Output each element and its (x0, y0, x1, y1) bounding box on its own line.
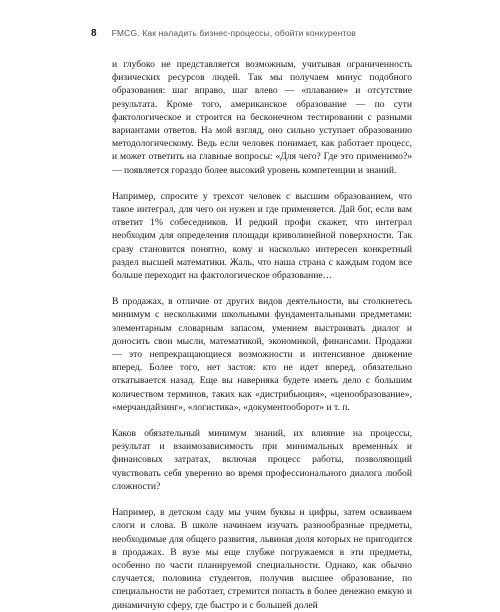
paragraph: Например, спросите у трехсот человек с высшим образованием, что такое интеграл, для чего он нужен и где применяется. Дай бог, если вам ответит 1% собеседников. И редкий профи скажет, что интеграл необходим для определения площади криволинейной поверхности. Так сразу становится понятно, кому и насколько интересен конкретный раздел высшей математики. Жаль, что наша страна с каждым годом все больше переходит на фактологическое образование… (112, 190, 412, 282)
paragraph: В продажах, в отличие от других видов деятельности, вы столкнетесь минимум с несколькими школьными фундаментальными предметами: элементарным словарным запасом, умением выстраивать диалог и доносить свои мысли, математикой, экономикой, финансами. Продажи — это непрекращающиеся возможности и интенсивное движение вперед. Более того, нет застоя: кто не идет вперед, обязательно откатывается назад. Еще вы наверняка будете иметь дело с большим количеством терминов, таких как «дистрибьюция», «ценообразование», «мерчандайзинг», «логистика», «документооборот» и т. п. (112, 296, 412, 413)
paragraph: и глубоко не представляется возможным, учитывая ограниченность физических ресурсов людей. Так мы получаем минус подобного образования: шаг вправо, шаг влево — «плавание» и отсутствие результата. Кроме того, американское образование — по сути фактологическое и строится на бесконечном тестировании с разными вариантами ответов. На мой взгляд, оно сильно уступает образованию методологическому. Ведь если человек понимает, как работает процесс, и может ответить на главные вопросы: «Для чего? Где это применимо?» — появляется гораздо более высокий уровень компетенции и знаний. (112, 59, 412, 176)
paragraph: Каков обязательный минимум знаний, их влияние на процессы, результат и взаимозависимость при минимальных временны́х и финансовых затратах, включая процесс работы, позволяющий чувствовать себя уверенно во время профессионального диалога любой сложности? (112, 428, 412, 492)
running-title: FMCG. Как наладить бизнес-процессы, обойти конкурентов (111, 28, 356, 38)
body-text (112, 58, 412, 612)
page-number: 8 (91, 28, 97, 39)
paragraph: Например, в детском саду мы учим буквы и цифры, затем осваиваем слоги и слова. В школе начинаем изучать разнообразные предметы, необходимые для общего развития, львиная доля которых не пригодится в продажах. В вузе мы еще глубже погружаемся в эти предметы, особенно по части планируемой специальности. Однако, как обычно случается, половина студентов, получив высшее образование, по специальности не работает, стремится попасть в более денежно емкую и динамичную сферу, где быстро и с большей долей (112, 507, 412, 611)
page-header (91, 28, 440, 42)
